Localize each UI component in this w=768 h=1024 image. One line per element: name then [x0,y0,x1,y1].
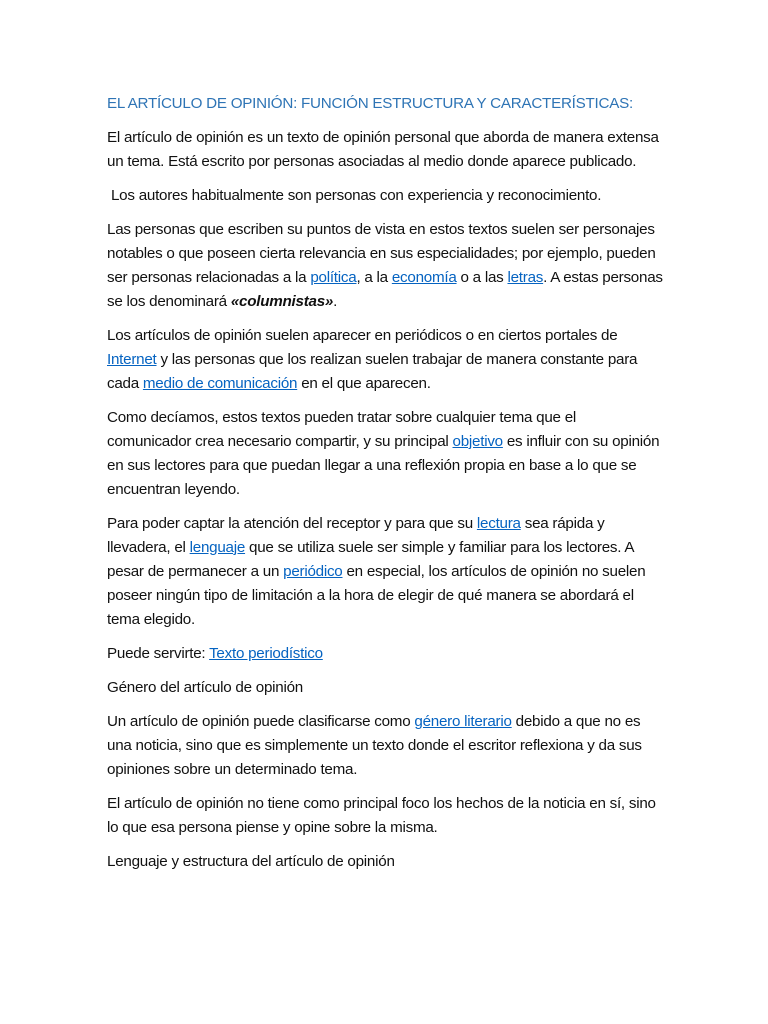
text-span: es influir con su opinión en sus lectores para que puedan llegar a una reflexión propia en base a lo que se encuentran leyendo. [107,433,660,498]
paragraph-authors: Los autores habitualmente son personas con experiencia y reconocimiento. [107,187,602,204]
emphasis-columnistas: «columnistas» [230,293,334,310]
text-span: Puede servirte: [107,645,210,662]
text-span: o a las [456,269,508,286]
text-span: en especial, los artículos de opinión no suelen poseer ningún tipo de limitación a la hora de elegir de qué manera se abordará el tema elegido. [107,563,646,628]
paragraph-genre [107,710,663,782]
paragraph-see-also [107,642,663,666]
text-span: Los artículos de opinión suelen aparecer en periódicos o en ciertos portales de [107,327,618,344]
link-lenguaje[interactable]: lenguaje [189,539,246,556]
text-span: . [333,293,338,310]
paragraph-columnists [107,218,663,314]
document-page [107,92,663,884]
text-span: que se utiliza suele ser simple y familiar para los lectores. A pesar de permanecer a un [107,539,634,580]
paragraph-intro: El artículo de opinión es un texto de opinión personal que aborda de manera extensa un tema. Está escrito por personas asociadas al medio donde aparece publicado. [107,129,659,170]
text-span: y las personas que los realizan suelen trabajar de manera constante para cada [107,351,638,392]
text-span: Las personas que escriben su puntos de vista en estos textos suelen ser personajes notables o que poseen cierta relevancia en sus especialidades; por ejemplo, pueden ser personas relacionadas a la [107,221,656,286]
section-heading-genero: Género del artículo de opinión [107,679,303,696]
text-span: . A estas personas se los denominará [107,269,663,310]
link-texto-periodistico[interactable]: Texto periodístico [209,645,323,662]
paragraph-focus: El artículo de opinión no tiene como principal foco los hechos de la noticia en sí, sino lo que esa persona piense y opine sobre la misma. [107,795,656,836]
link-letras[interactable]: letras [507,269,544,286]
link-internet[interactable]: Internet [107,351,157,368]
link-economia[interactable]: economía [391,269,457,286]
text-span: debido a que no es una noticia, sino que es simplemente un texto donde el escritor reflexiona y da sus opiniones sobre un determinado tema. [107,713,642,778]
link-objetivo[interactable]: objetivo [452,433,503,450]
text-span: sea rápida y llevadera, el [107,515,605,556]
link-medio-de-comunicacion[interactable]: medio de comunicación [142,375,298,392]
link-periodico[interactable]: periódico [283,563,343,580]
text-span: , a la [356,269,392,286]
text-span: en el que aparecen. [297,375,431,392]
text-span: Para poder captar la atención del receptor y para que su [107,515,477,532]
link-lectura[interactable]: lectura [476,515,521,532]
paragraph-media [107,324,663,396]
text-span: Como decíamos, estos textos pueden tratar sobre cualquier tema que el comunicador crea necesario compartir, y su principal [107,409,577,450]
document-title: EL ARTÍCULO DE OPINIÓN: FUNCIÓN ESTRUCTURA Y CARACTERÍSTICAS: [107,95,633,112]
section-heading-lenguaje: Lenguaje y estructura del artículo de opinión [107,853,395,870]
link-politica[interactable]: política [310,269,357,286]
link-genero-literario[interactable]: género literario [414,713,512,730]
paragraph-reading [107,512,663,632]
paragraph-objective [107,406,663,502]
text-span: Un artículo de opinión puede clasificarse como [107,713,415,730]
